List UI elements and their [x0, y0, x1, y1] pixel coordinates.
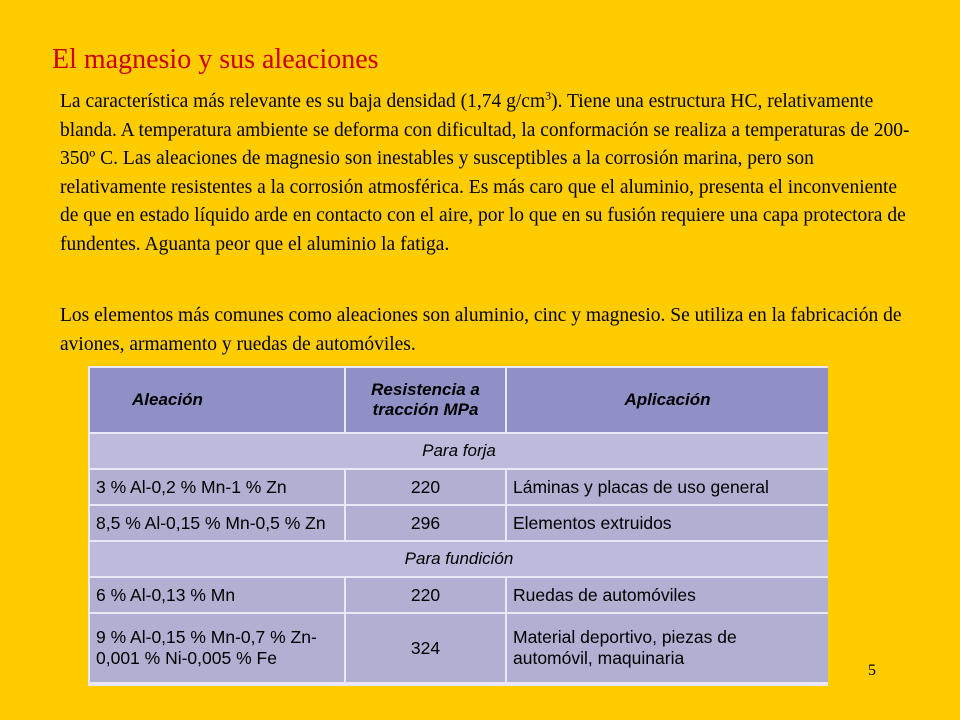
application-cell-line2: automóvil, maquinaria — [513, 648, 685, 668]
paragraph-uses — [60, 302, 920, 359]
table-row — [89, 469, 828, 505]
application-cell: Elementos extruidos — [506, 505, 828, 541]
mpa-cell: 296 — [345, 505, 506, 541]
paragraph-uses-text: Los elementos más comunes como aleaciones son aluminio, cinc y magnesio. Se utiliza en la fabricación de aviones, armamento y ruedas de automóviles. — [60, 305, 902, 355]
alloy-cell-line2: 0,001 % Ni-0,005 % Fe — [96, 648, 277, 668]
header-resistance — [345, 367, 506, 433]
application-cell — [506, 613, 828, 683]
alloys-table — [88, 366, 828, 684]
paragraph-density — [60, 88, 920, 259]
superscript-3: 3 — [545, 88, 552, 103]
section-row-forge — [89, 433, 828, 469]
table-header-row — [89, 367, 828, 433]
table-row — [89, 577, 828, 613]
header-alloy: Aleación — [89, 367, 345, 433]
header-resistance-line1: Resistencia a — [371, 380, 480, 399]
alloy-cell: 8,5 % Al-0,15 % Mn-0,5 % Zn — [89, 505, 345, 541]
header-application: Aplicación — [506, 367, 828, 433]
mpa-cell: 324 — [345, 613, 506, 683]
application-cell: Láminas y placas de uso general — [506, 469, 828, 505]
alloy-cell-line1: 9 % Al-0,15 % Mn-0,7 % Zn- — [96, 627, 317, 647]
page-number: 5 — [868, 662, 876, 679]
table-row — [89, 505, 828, 541]
header-resistance-line2: tracción MPa — [372, 400, 479, 419]
section-cast-label: Para fundición — [89, 541, 828, 577]
paragraph-density-text-b: ). Tiene una estructura HC, relativamente blanda. A temperatura ambiente se deforma con dificultad, la conformación se realiza a temperaturas de 200-350º C. Las aleaciones de magnesio son inestables y susceptibles a la corrosión marina, pero son relativamente resistentes a la corrosión atmosférica. Es más caro que el aluminio, presenta el inconveniente de que en estado líquido arde en contacto con el aire, por lo que en su fusión requiere una capa protectora de fundentes. Aguanta peor que el aluminio la fatiga. — [60, 91, 910, 255]
section-forge-label: Para forja — [89, 433, 828, 469]
mpa-cell: 220 — [345, 577, 506, 613]
alloy-cell: 3 % Al-0,2 % Mn-1 % Zn — [89, 469, 345, 505]
alloy-cell: 6 % Al-0,13 % Mn — [89, 577, 345, 613]
table-row — [89, 613, 828, 683]
alloy-cell — [89, 613, 345, 683]
mpa-cell: 220 — [345, 469, 506, 505]
slide-title: El magnesio y sus aleaciones — [52, 44, 379, 75]
paragraph-density-text-a: La característica más relevante es su baja densidad (1,74 g/cm — [60, 91, 546, 112]
alloys-table-image — [88, 366, 828, 686]
application-cell: Ruedas de automóviles — [506, 577, 828, 613]
section-row-cast — [89, 541, 828, 577]
application-cell-line1: Material deportivo, piezas de — [513, 627, 737, 647]
